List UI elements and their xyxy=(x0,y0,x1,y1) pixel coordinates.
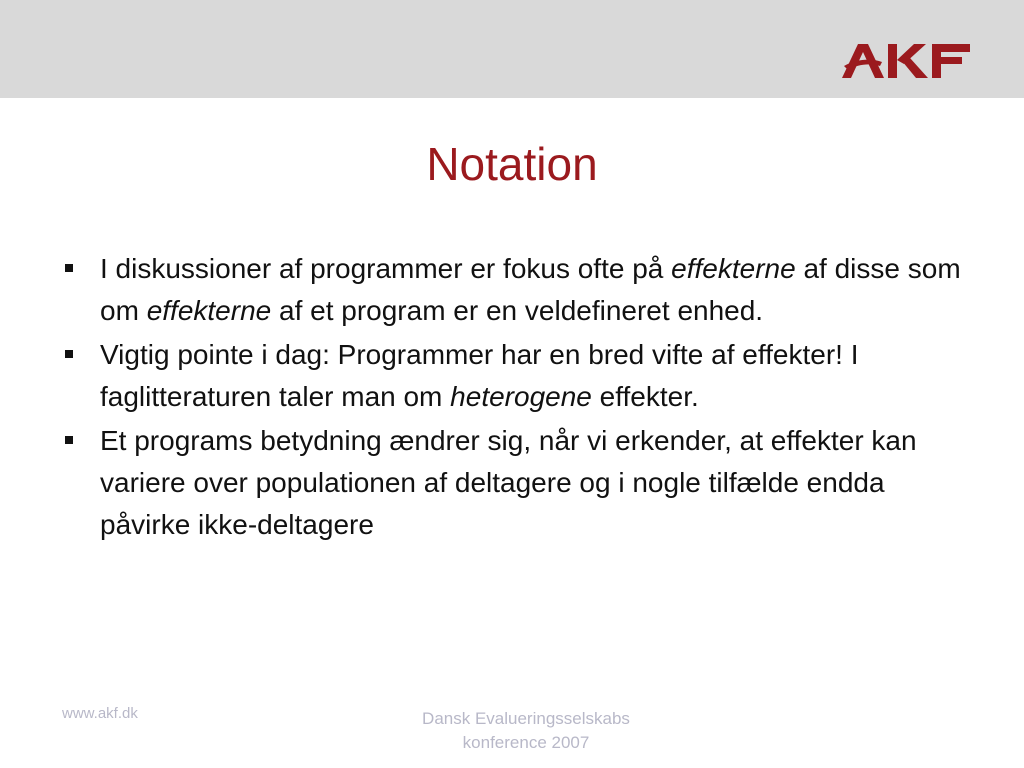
square-bullet-icon xyxy=(65,264,73,272)
akf-logo xyxy=(842,44,972,78)
footer-note-line1: Dansk Evalueringsselskabs xyxy=(422,709,630,728)
square-bullet-icon xyxy=(65,350,73,358)
bullet-text-segment: effekter. xyxy=(591,381,699,412)
emphasized-term: heterogene xyxy=(450,381,592,412)
emphasized-term: effekterne xyxy=(146,295,272,326)
square-bullet-icon xyxy=(65,436,73,444)
bullet-text-segment: Vigtig pointe i dag: Programmer har en bred vifte af effekter! I faglitteraturen taler man om xyxy=(100,339,859,412)
footer-note-line2: konference 2007 xyxy=(462,733,590,752)
bullet-text-segment: af et program er en veldefineret enhed. xyxy=(271,295,764,326)
bullet-item xyxy=(62,334,962,418)
bullet-text-segment: af disse som om xyxy=(100,253,961,326)
bullet-text xyxy=(100,425,917,540)
bullet-text-segment: I diskussioner af programmer er fokus ofte på xyxy=(100,253,672,284)
slide-title: Notation xyxy=(426,138,598,190)
bullet-list xyxy=(62,248,962,548)
bullet-text xyxy=(100,339,859,412)
bullet-text-segment: Et programs betydning ændrer sig, når vi erkender, at effekter kan variere over populationen af deltagere og i nogle tilfælde endda påvirke ikke-deltagere xyxy=(100,425,917,540)
bullet-text xyxy=(100,253,961,326)
bullet-item xyxy=(62,420,962,546)
bullet-item xyxy=(62,248,962,332)
footer-note xyxy=(356,707,696,755)
footer-url: www.akf.dk xyxy=(62,705,138,722)
emphasized-term: effekterne xyxy=(671,253,796,284)
